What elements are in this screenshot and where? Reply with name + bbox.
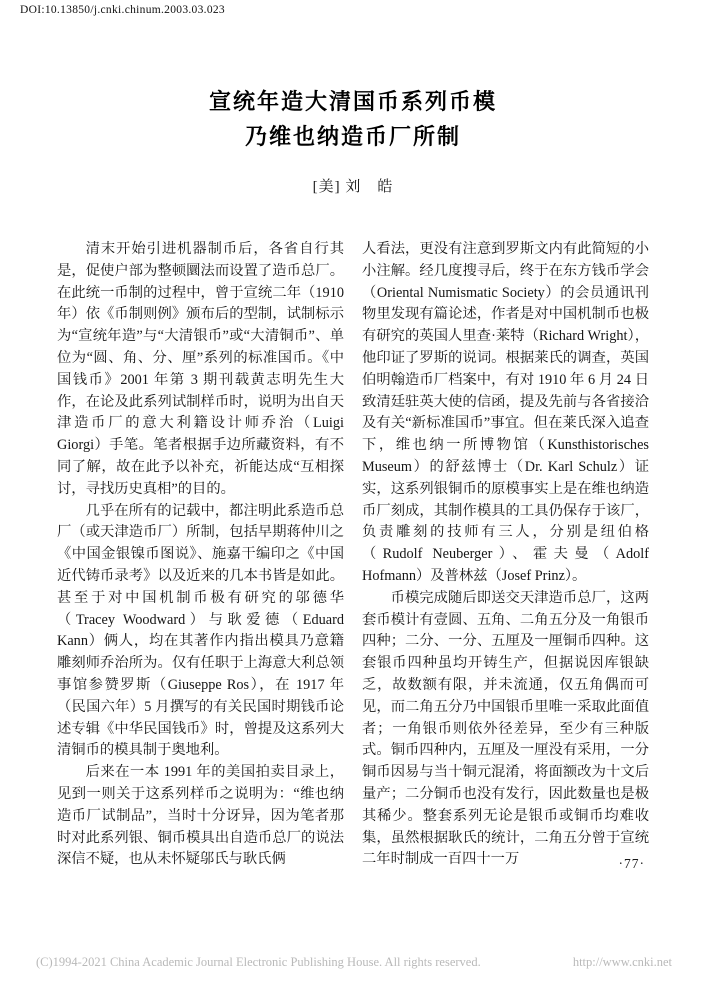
doi-label: DOI:10.13850/j.cnki.chinum.2003.03.023 xyxy=(20,4,225,16)
article-title-line-2: 乃维也纳造币厂所制 xyxy=(244,124,461,149)
right-column xyxy=(362,239,649,871)
body-paragraph: 几乎在所有的记载中，都注明此系造币总厂（或天津造币厂）所制，包括早期蒋仲川之《中国金银镍币图说》、施嘉干编印之《中国近代铸币录考》以及近来的几本书皆是如此。甚至于对中国机制币极有研究的邬德华（Tracey Woodward）与耿爱德（Eduard Kann）俩人，均在其著作内指出模具乃意籍雕刻师乔治所为。仅有任职于上海意大利总领事馆参赞罗斯（Giuseppe Ros），在 1917 年（民国六年）5 月撰写的有关民国时期钱币论述专辑《中华民国钱币》时，曾提及这系列大清铜币的模具制于奥地利。 xyxy=(57,502,344,759)
author-line: [美] 刘 皓 xyxy=(312,179,394,195)
footer-copyright: (C)1994-2021 China Academic Journal Electronic Publishing House. All rights reserved. xyxy=(36,955,481,969)
body-paragraph: 币模完成随后即送交天津造币总厂，这两套币模计有壹圆、五角、二角五分及一角银币四种；二分、一分、五厘及一厘铜币四种。这套银币四种虽均开铸生产，但据说因库银缺乏，故数额有限，并未流通，仅五角偶而可见，而二角五分乃中国银币里唯一采取此面值者；一角银币则依外径差异，至少有三种版式。铜币四种内，五厘及一厘没有采用，一分铜币因易与当十铜元混淆，将面额改为十文后量产；二分铜币也没有发行，因此数量也是极其稀少。整套系列无论是银币或铜币均难收集，虽然根据耿氏的统计，二角五分曾于宣统二年时制成一百四十一万 xyxy=(362,589,649,868)
body-paragraph: 清末开始引进机器制币后，各省自行其是，促使户部为整顿圜法而设置了造币总厂。在此统一币制的过程中，曾于宣统二年（1910 年）依《币制则例》颁布后的型制，试制标示为“宣统年造”与“大清银币”或“大清铜币”、单位为“圆、角、分、厘”系列的标准国币。《中国钱币》2001 年第 3 期刊载黄志明先生大作，在论及此系列试制样币时，说明为出自天津造币厂的意大利籍设计师乔治（Luigi Giorgi）手笔。笔者根据手边所藏资料，有不同了解，故在此予以补充，祈能达成“互相探讨，寻找历史真相”的目的。 xyxy=(57,241,344,497)
footer xyxy=(36,955,672,970)
article-title xyxy=(0,84,706,154)
left-column xyxy=(57,239,344,871)
body-paragraph: 后来在一本 1991 年的美国拍卖目录上，见到一则关于这系列样币之说明为：“维也纳造币厂试制品”，当时十分讶异，因为笔者那时对此系列银、铜币模具出自造币总厂的说法深信不疑，也从未怀疑邬氏与耿氏俩 xyxy=(57,764,344,868)
page-number: ·77· xyxy=(618,856,645,871)
footer-url: http://www.cnki.net xyxy=(572,955,672,969)
article-title-line-1: 宣统年造大清国币系列币模 xyxy=(208,89,497,114)
body-paragraph: 人看法，更没有注意到罗斯文内有此简短的小小注解。经几度搜寻后，终于在东方钱币学会（Oriental Numismatic Society）的会员通讯刊物里发现有篇论述，作者是对中国机制币也极有研究的英国人里查·莱特（Richard Wright），他印证了罗斯的说词。根据莱氏的调查，英国伯明翰造币厂档案中，有对 1910 年 6 月 24 日致清廷驻英大使的信函，提及先前与各省接洽及有关“新标准国币”事宜。但在莱氏深入追查下，维也纳一所博物馆（Kunsthistorisches Museum）的舒兹博士（Dr. Karl Schulz）证实，这系列银铜币的原模事实上是在维也纳造币厂刻成，其制作模具的工具仍保存于该厂，负责雕刻的技师有三人，分别是纽伯格（Rudolf Neuberger）、霍夫曼（Adolf Hofmann）及普林兹（Josef Prinz）。 xyxy=(362,241,649,584)
